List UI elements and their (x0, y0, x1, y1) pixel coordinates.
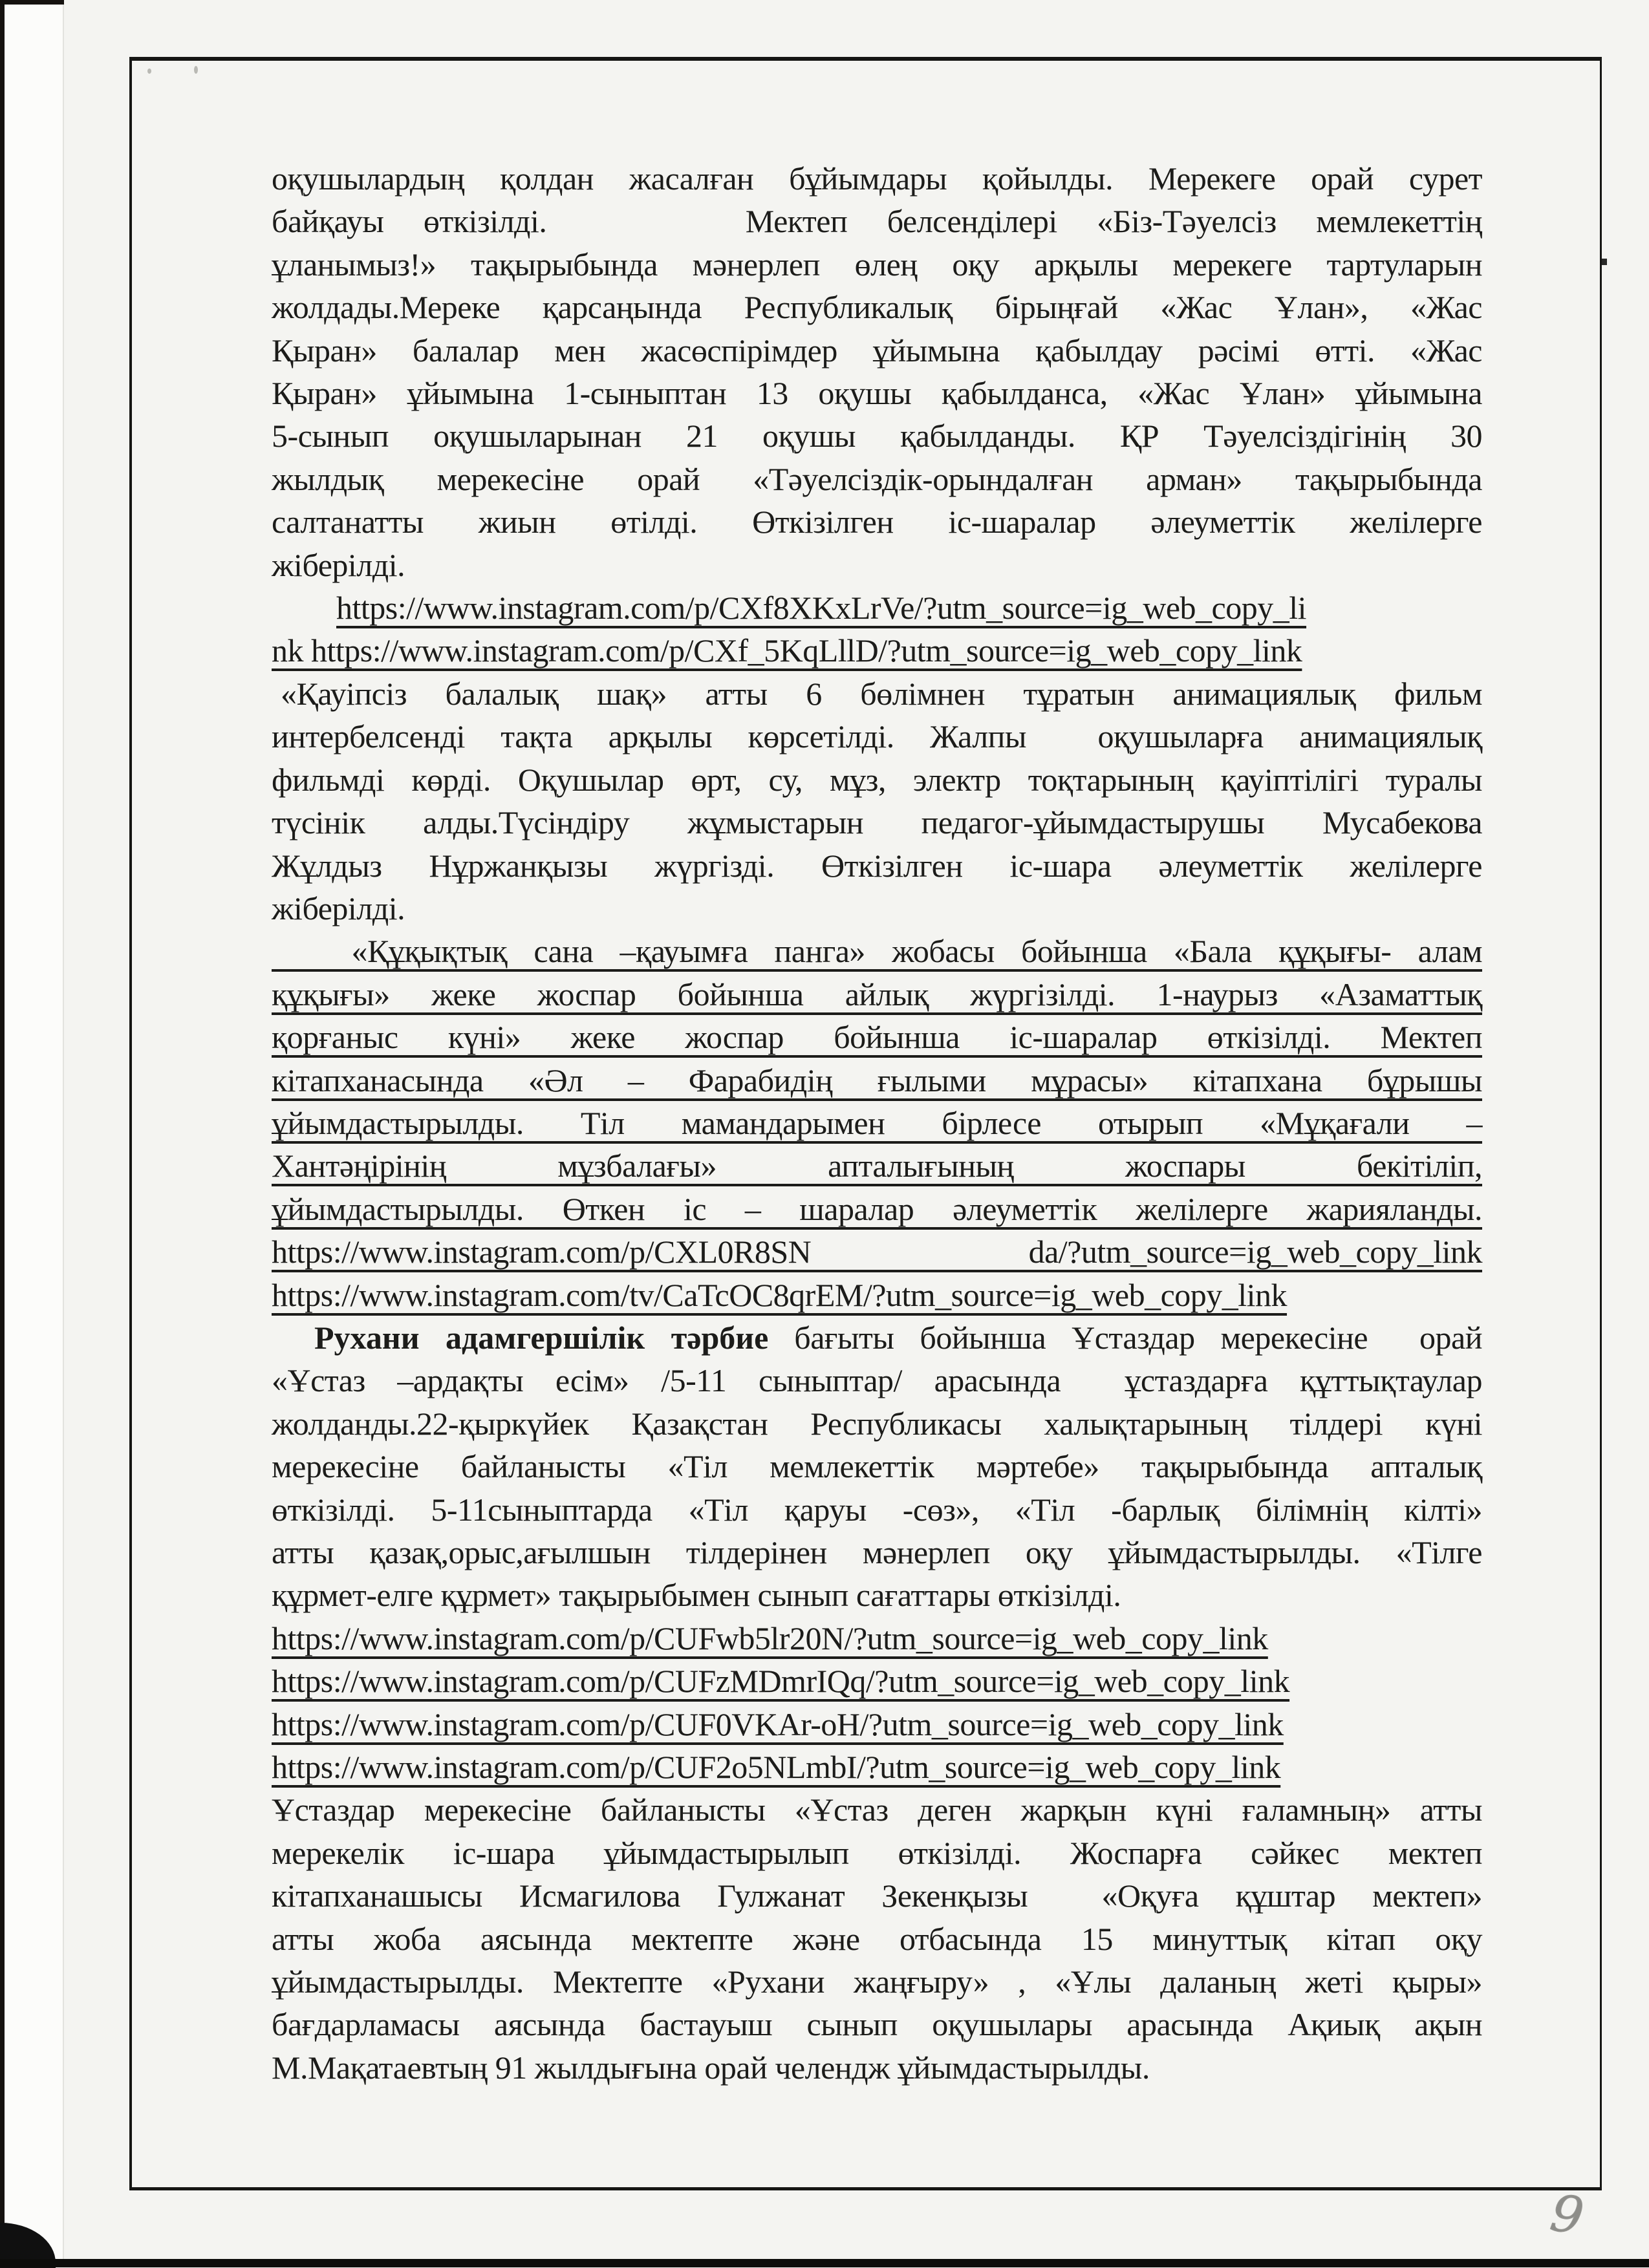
text-line: атты жоба аясында мектепте және отбасында 15 минуттық кітап оқу (272, 1920, 1482, 1957)
link-line: құқығы» жеке жоспар бойынша айлық жүргізілді. 1-наурыз «Азаматтық (272, 976, 1482, 1012)
text-line: Қыран» ұйымына 1-сыныптан 13 оқушы қабылданса, «Жас Ұлан» ұйымына (272, 375, 1482, 412)
paragraph-moral-education (272, 1316, 1482, 1617)
text-line: фильмді көрді. Оқушылар өрт, су, мұз, электр тоқтарының қауіптілігі туралы (272, 761, 1482, 798)
text-line: байқауы өткізілді. Мектеп белсенділері «Біз-Тәуелсіз мемлекеттің (272, 203, 1482, 240)
text-line: бағдарламасы аясында бастауыш сынып оқушылары арасында Ақиық ақын (272, 2006, 1482, 2043)
links-independence (272, 586, 1482, 672)
text-line: М.Мақатаевтың 91 жылдығына орай челендж ұйымдастырылды. (272, 2049, 1150, 2086)
paragraph-teachers-day-events (272, 1788, 1482, 2089)
text-line: интербелсенді тақта арқылы көрсетілді. Жалпы оқушыларға анимациялық (272, 718, 1482, 755)
link-line: https://www.instagram.com/p/CXf8XKxLrVe/?utm_source=ig_web_copy_li (336, 590, 1307, 626)
link-line: https://www.instagram.com/p/CUF2o5NLmbI/?utm_source=ig_web_copy_link (272, 1749, 1281, 1786)
link-line: https://www.instagram.com/tv/CaTcOC8qrEM/?utm_source=ig_web_copy_link (272, 1276, 1288, 1313)
text-line: мерекесіне байланысты «Тіл мемлекеттік мәртебе» тақырыбында апталық (272, 1448, 1482, 1485)
text-line: жіберілді. (272, 890, 405, 926)
link-line: nk https://www.instagram.com/p/CXf_5KqLllD/?utm_source=ig_web_copy_link (272, 632, 1302, 669)
text-line: құрмет-елге құрмет» тақырыбымен сынып сағаттары өткізілді. (272, 1577, 1121, 1614)
paragraph-independence-events (272, 157, 1482, 586)
link-line: https://www.instagram.com/p/CUF0VKAr-oH/?utm_source=ig_web_copy_link (272, 1706, 1284, 1742)
text-line: өткізілді. 5-11сыныптарда «Тіл қаруы -сөз», «Тіл -барлық білімнің кілті» (272, 1491, 1482, 1528)
paragraph-safe-childhood (272, 672, 1482, 930)
text-line: жолдады.Мереке қарсаңында Республикалық бірыңғай «Жас Ұлан», «Жас (272, 289, 1482, 326)
link-line: ұйымдастырылды. Тіл мамандарымен бірлесе отырып «Мұқағали – (272, 1104, 1482, 1141)
scan-edge-left (0, 0, 5, 2267)
bold-heading: Рухани адамгершілік тәрбие (314, 1319, 769, 1356)
link-line: кітапханасында «Әл – Фарабидің ғылыми мұрасы» кітапхана бұрышы (272, 1062, 1482, 1098)
link-line: ұйымдастырылды. Өткен іс – шаралар әлеуметтік желілерге жарияланды. (272, 1190, 1482, 1227)
text-line: Ұстаздар мерекесіне байланысты «Ұстаз деген жарқын күні ғаламның» атты (272, 1792, 1482, 1828)
link-line: https://www.instagram.com/p/CXL0R8SN da/?utm_source=ig_web_copy_link (272, 1234, 1482, 1270)
text-line: атты қазақ,орыс,ағылшын тілдерінен мәнерлеп оқу ұйымдастырылды. «Тілге (272, 1534, 1482, 1570)
links-teachers-day (272, 1617, 1482, 1789)
paragraph-legal-awareness-underlined (272, 930, 1482, 1316)
text-line: 5-сынып оқушыларынан 21 оқушы қабылданды. ҚР Тәуелсіздігінің 30 (272, 418, 1482, 455)
text-line: оқушылардың қолдан жасалған бұйымдары қойылды. Мерекеге орай сурет (272, 160, 1482, 197)
text-line: салтанатты жиын өтілді. Өткізілген іс-шаралар әлеуметтік желілерге (272, 504, 1482, 540)
text-line: ұланымыз!» тақырыбында мәнерлеп өлең оқу арқылы мерекеге тартуларын (272, 246, 1482, 283)
link-line: https://www.instagram.com/p/CUFwb5lr20N/?utm_source=ig_web_copy_link (272, 1620, 1268, 1656)
document-body (272, 157, 1482, 2089)
paper-sheet-edge (5, 0, 63, 2267)
text-line (272, 1316, 1482, 1359)
text-line: Жұлдыз Нұржанқызы жүргізді. Өткізілген іс-шара әлеуметтік желілерге (272, 847, 1482, 884)
text-line: жолданды.22-қыркүйек Қазақстан Республикасы халықтарының тілдері күні (272, 1405, 1482, 1442)
link-line: https://www.instagram.com/p/CUFzMDmrIQq/?utm_source=ig_web_copy_link (272, 1663, 1290, 1700)
text-segment: бағыты бойынша Ұстаздар мерекесіне орай (768, 1319, 1482, 1356)
text-line: Қыран» балалар мен жасөспірімдер ұйымына қабылдау рәсімі өтті. «Жас (272, 332, 1482, 369)
paper-edge-line (63, 0, 64, 2267)
text-line: мерекелік іс-шара ұйымдастырылып өткізілді. Жоспарға сәйкес мектеп (272, 1834, 1482, 1871)
text-line: «Ұстаз –ардақты есім» /5-11 сыныптар/ арасында ұстаздарға құттықтаулар (272, 1362, 1482, 1399)
text-line: «Қауіпсіз балалық шақ» атты 6 бөлімнен тұратын анимациялық фильм (281, 675, 1482, 712)
scan-edge-bottom (0, 2259, 1649, 2267)
text-line: түсінік алды.Түсіндіру жұмыстарын педагог-ұйымдастырушы Мусабекова (272, 804, 1482, 841)
link-line: Хантәңірінің мұзбалағы» апталығының жоспары бекітіліп, (272, 1148, 1482, 1184)
text-line: жылдық мерекесіне орай «Тәуелсіздік-орындалған арман» тақырыбында (272, 460, 1482, 497)
text-line: жіберілді. (272, 546, 405, 583)
page-number: 9 (1546, 2183, 1588, 2247)
text-line: ұйымдастырылды. Мектепте «Рухани жаңғыру» , «Ұлы даланың жеті қыры» (272, 1963, 1482, 2000)
text-line: кітапханашысы Исмагилова Гулжанат Зекенқызы «Оқуға құштар мектеп» (272, 1878, 1482, 1914)
scan-speck (1602, 259, 1607, 265)
scan-edge-top-left (0, 0, 64, 5)
link-line: қорғаныс күні» жеке жоспар бойынша іс-шаралар өткізілді. Мектеп (272, 1019, 1482, 1056)
link-line: «Құқықтық сана –қауымға панга» жобасы бойынша «Бала құқығы- алам (272, 933, 1482, 970)
